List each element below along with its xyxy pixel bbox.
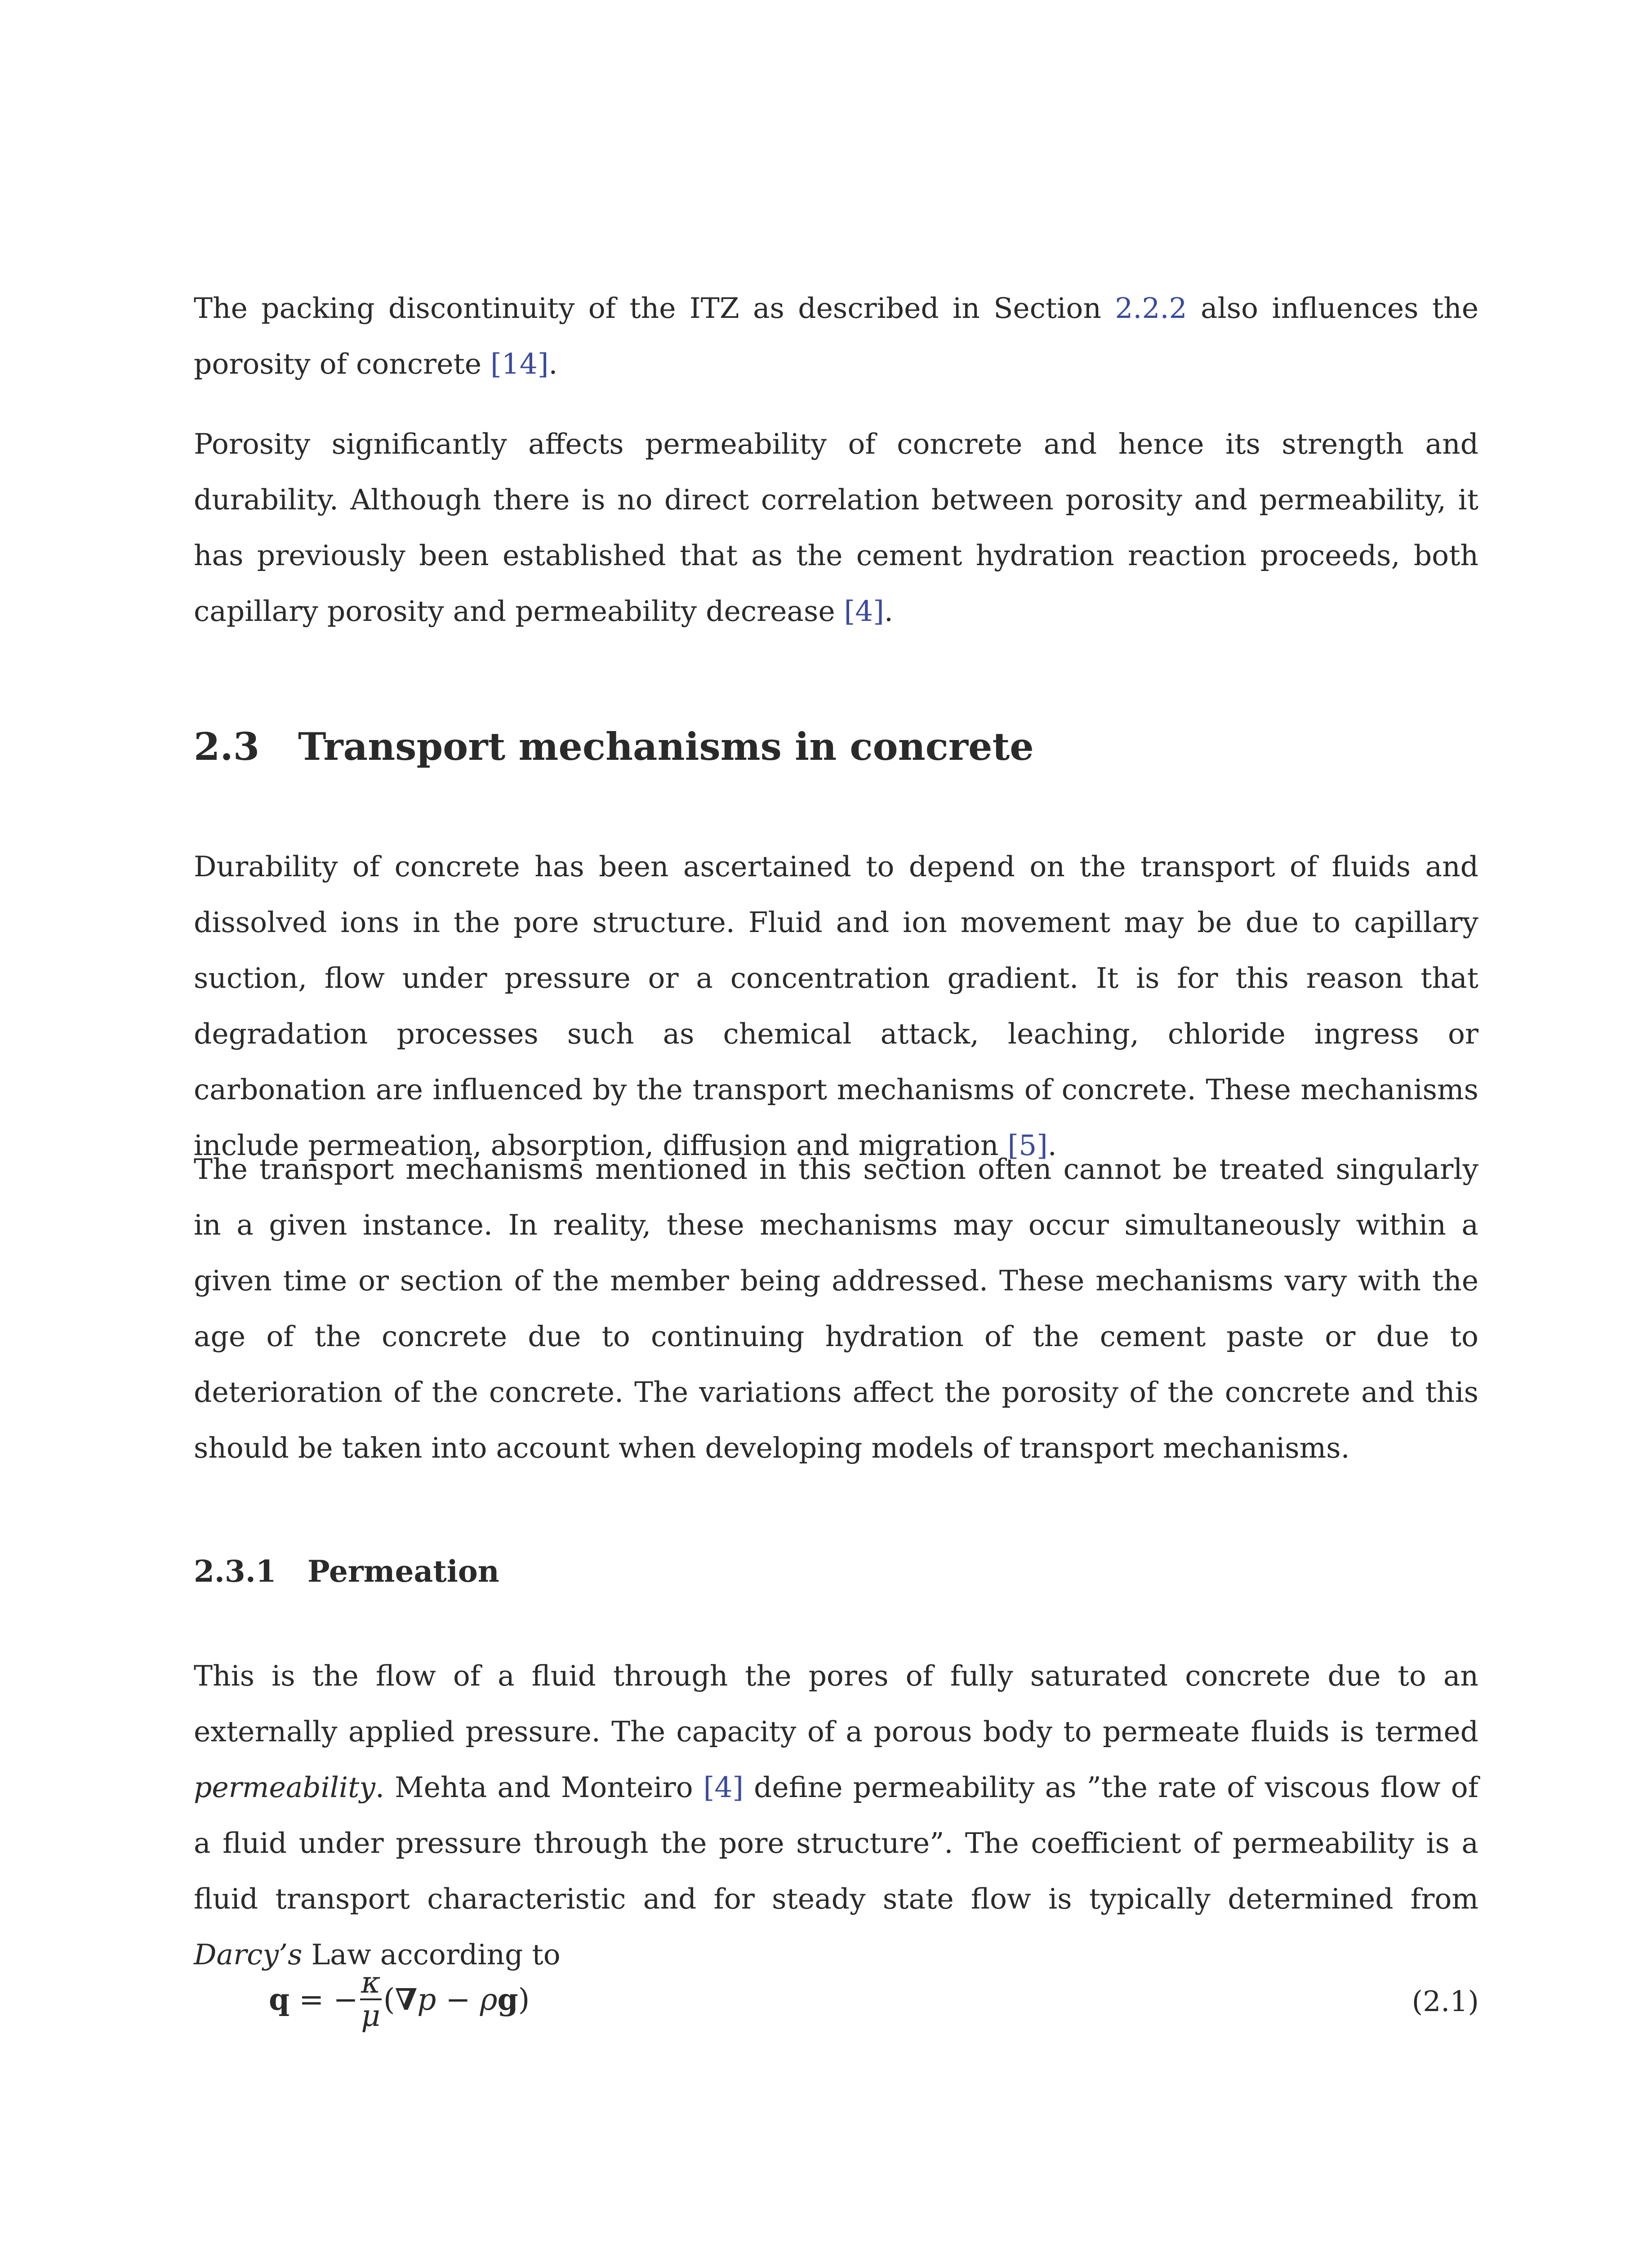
section-title: Transport mechanisms in concrete <box>298 724 1034 769</box>
paragraph-durability <box>194 839 1478 1173</box>
text: Durability of concrete has been ascertained to depend on the transport of fluids and dissolved ions in the pore structure. Fluid and ion movement may be due to capillary suction, flow under pressure or a concentration gradient. It is for this reason that degradation processes such as chemical attack, leaching, chloride ingress or carbonation are influenced by the transport mechanisms of concrete. These mechanisms include permeation, absorption, diffusion and migration <box>194 850 1478 1162</box>
open-paren: ( <box>383 1982 395 2017</box>
emphasis: permeability <box>194 1771 375 1804</box>
text: . <box>884 595 893 628</box>
fraction <box>360 1967 382 2032</box>
minus-sign: − <box>436 1982 480 2017</box>
text: also influences the porosity of concrete <box>194 292 1478 380</box>
flux-vector-symbol: q <box>269 1982 290 2017</box>
emphasis: Darcy’s <box>194 1938 303 1971</box>
nabla-symbol: ∇ <box>395 1982 418 2017</box>
paragraph-itz-porosity <box>194 281 1478 392</box>
paragraph-porosity-permeability <box>194 416 1478 639</box>
paragraph-transport-mechanisms <box>194 1142 1478 1476</box>
text: . Mehta and Monteiro <box>375 1771 704 1804</box>
pressure-symbol: p <box>417 1982 436 2017</box>
density-symbol: ρ <box>480 1982 498 2017</box>
citation-link[interactable]: [5] <box>1007 1129 1048 1162</box>
subsection-number: 2.3.1 <box>194 1554 276 1589</box>
fraction-denominator: μ <box>361 1998 381 2033</box>
citation-link[interactable]: [14] <box>490 348 549 380</box>
text: define permeability as ”the rate of viscous flow of a fluid under pressure through the pore structure”. The coefficient of permeability is a fluid transport characteristic and for steady state flow is typically determined from <box>194 1771 1479 1915</box>
citation-link[interactable]: [4] <box>703 1771 744 1804</box>
text: . <box>548 348 558 380</box>
subsection-title: Permeation <box>307 1554 499 1589</box>
section-heading <box>194 724 1034 769</box>
gravity-vector-symbol: g <box>497 1982 518 2017</box>
fraction-numerator: κ <box>361 1965 381 2000</box>
section-reference-link[interactable]: 2.2.2 <box>1115 292 1187 325</box>
equals-sign: = − <box>289 1982 358 2017</box>
equation-number: (2.1) <box>1412 1985 1479 2018</box>
text: Porosity significantly affects permeability of concrete and hence its strength and durability. Although there is no direct correlation between porosity and permeability, it has previously been established that as the cement hydration reaction proceeds, both capillary porosity and permeability decrease <box>194 428 1478 628</box>
text: The transport mechanisms mentioned in this section often cannot be treated singularly in a given instance. In reality, these mechanisms may occur simultaneously within a given time or section of the member being addressed. These mechanisms vary with the age of the concrete due to continuing hydration of the cement paste or due to deterioration of the concrete. The variations affect the porosity of the concrete and this should be taken into account when developing models of transport mechanisms. <box>194 1153 1478 1464</box>
text: This is the flow of a fluid through the pores of fully saturated concrete due to an externally applied pressure. The capacity of a porous body to permeate fluids is termed <box>194 1659 1478 1748</box>
paragraph-permeation <box>194 1648 1478 1983</box>
text: Law according to <box>302 1938 561 1971</box>
text: The packing discontinuity of the ITZ as described in Section <box>194 292 1115 325</box>
subsection-heading <box>194 1554 499 1589</box>
citation-link[interactable]: [4] <box>844 595 884 628</box>
section-number: 2.3 <box>194 724 260 769</box>
darcy-equation <box>269 1967 530 2032</box>
close-paren: ) <box>518 1982 530 2017</box>
text: . <box>1047 1129 1057 1162</box>
